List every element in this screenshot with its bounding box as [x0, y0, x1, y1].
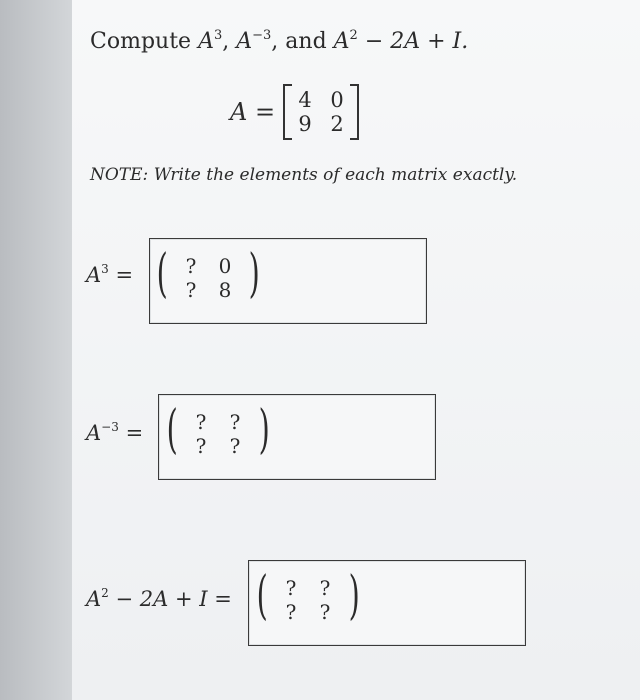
right-paren: )	[348, 566, 360, 626]
answer-matrix-a-inverse-cubed[interactable]	[166, 400, 270, 462]
answer-a-inverse-cubed-cell-r2c1[interactable]: ?	[195, 434, 207, 458]
answer-label-polynomial: $A^2 - 2A + I$ =	[86, 586, 232, 611]
left-paren: (	[156, 244, 168, 304]
answer-a-cubed-cell-r2c1[interactable]: ?	[185, 278, 197, 302]
answer-a-cubed-cell-r2c2[interactable]: 8	[218, 278, 232, 302]
right-paren: )	[248, 244, 260, 304]
given-cell-r2c1: 9	[298, 112, 312, 136]
given-cell-r1c2: 0	[330, 88, 344, 112]
right-paren: )	[258, 400, 270, 460]
prompt-exp-2: 2	[349, 28, 358, 43]
left-paren: (	[166, 400, 178, 460]
question-prompt: Compute $A^3$, $A^{-3}$, and $A^2 - 2A + I$.	[90, 28, 469, 54]
prompt-matrix-a: A	[333, 29, 350, 54]
answer-label-a-inverse-cubed: $A^{-3}$ =	[86, 420, 144, 445]
left-paren: (	[256, 566, 268, 626]
prompt-exp-neg3: −3	[252, 28, 272, 43]
given-matrix-symbol: A	[230, 98, 248, 126]
answer-polynomial-cell-r2c2[interactable]: ?	[319, 600, 331, 624]
answer-polynomial-cell-r2c1[interactable]: ?	[285, 600, 297, 624]
answer-matrix-polynomial[interactable]	[256, 566, 360, 628]
answer-a-inverse-cubed-cell-r1c2[interactable]: ?	[229, 410, 241, 434]
prompt-and: , and	[271, 29, 327, 54]
prompt-matrix-a: A	[198, 29, 214, 54]
answer-polynomial-cell-r1c2[interactable]: ?	[319, 576, 331, 600]
background-edge	[0, 0, 72, 700]
given-cell-r2c2: 2	[330, 112, 344, 136]
prompt-expression-tail: − 2A + I.	[357, 29, 469, 54]
answer-label-a-cubed: $A^3$ =	[86, 262, 134, 287]
given-lhs	[230, 98, 275, 126]
answer-polynomial-cell-r1c1[interactable]: ?	[285, 576, 297, 600]
prompt-compute-word: Compute	[90, 29, 192, 54]
prompt-exp-3: 3	[213, 28, 223, 43]
answer-matrix-a-cubed[interactable]	[156, 244, 260, 306]
answer-row-polynomial	[86, 586, 236, 611]
answer-row-a-inverse-cubed	[86, 420, 147, 445]
given-cell-r1c1: 4	[298, 88, 312, 112]
answer-a-cubed-cell-r1c2[interactable]: 0	[218, 254, 232, 278]
given-matrix-definition	[230, 84, 359, 140]
answer-a-inverse-cubed-cell-r2c2[interactable]: ?	[229, 434, 241, 458]
answer-a-cubed-cell-r1c1[interactable]: ?	[185, 254, 197, 278]
note-text: NOTE: Write the elements of each matrix exactly.	[90, 165, 518, 185]
answer-a-inverse-cubed-cell-r1c1[interactable]: ?	[195, 410, 207, 434]
answer-row-a-cubed	[86, 262, 137, 287]
given-matrix	[283, 84, 359, 140]
prompt-matrix-a: A	[236, 29, 253, 54]
given-equals: =	[254, 98, 276, 126]
